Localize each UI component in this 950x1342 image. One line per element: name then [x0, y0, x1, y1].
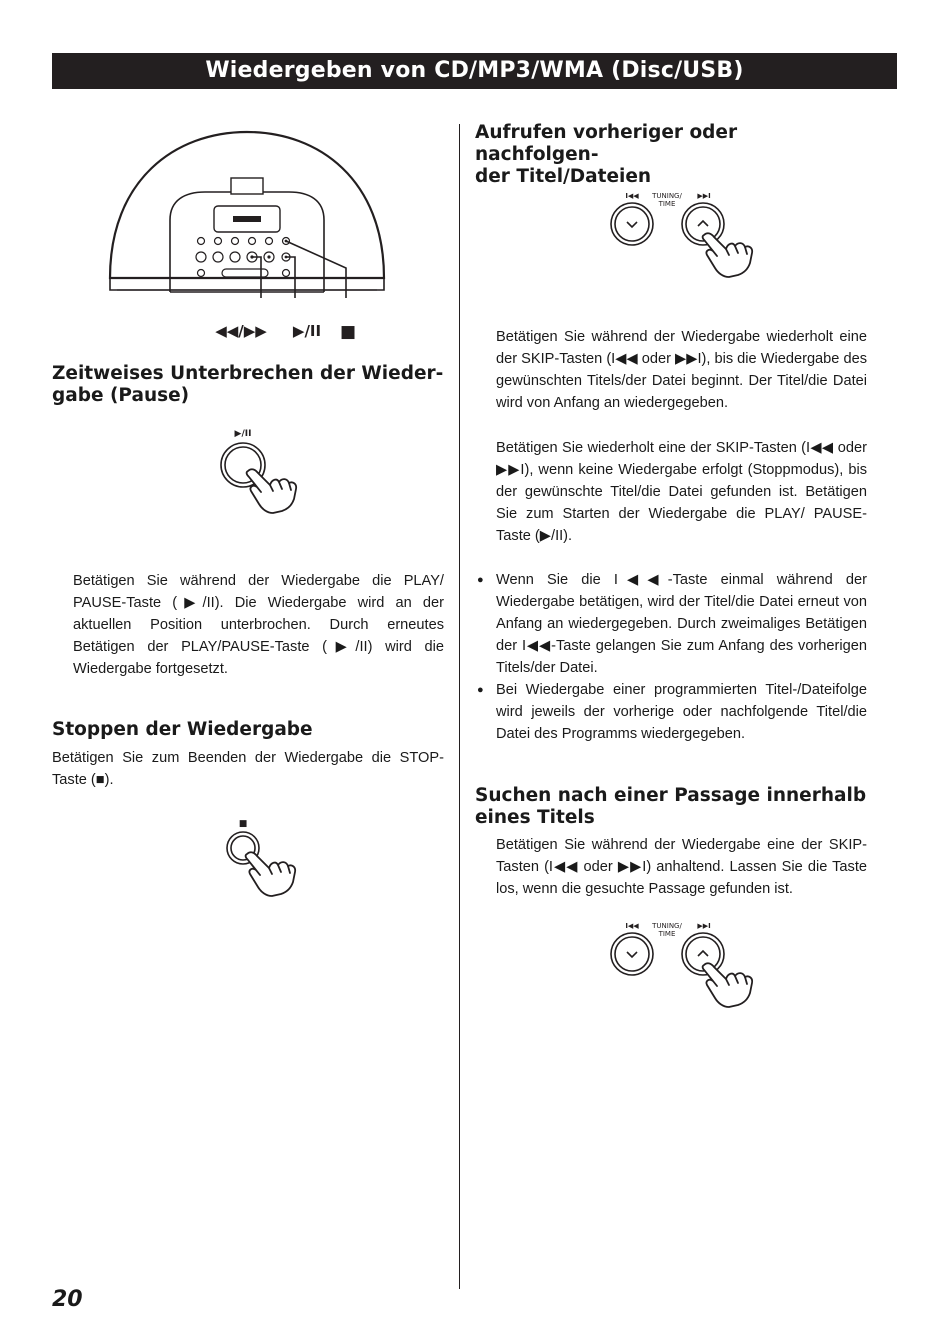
skip-text-1: Betätigen Sie während der Wiedergabe wiederholt eine der SKIP-Tasten (I◀◀ oder ▶▶I), bis die Wiedergabe des gewünschten Titels/der Datei beginnt. Der Titel/die Datei wird von Anfang an wiedergegeben. [496, 329, 867, 411]
stop-button-figure [220, 814, 310, 904]
pause-heading [52, 363, 444, 407]
play-pause-button-figure [215, 425, 310, 520]
search-heading-line2: eines Titels [475, 807, 595, 828]
pointing-hand-icon [246, 852, 296, 896]
pointing-hand-icon [703, 233, 753, 277]
pause-heading-line2: gabe (Pause) [52, 385, 190, 406]
time-label: TIME [658, 200, 676, 208]
pointing-hand-icon [703, 963, 753, 1007]
prev-icon: I◀◀ [625, 192, 639, 200]
skip-heading-line1: Aufrufen vorheriger oder nachfolgen- [475, 122, 738, 165]
stop-label: ■ [339, 322, 357, 342]
tuning-time-buttons-figure-2 [606, 918, 766, 1010]
list-item: ● Wenn Sie die I◀◀-Taste einmal während der Wiedergabe betätigen, wird der Titel/die Datei erneut von Anfang an wiedergegeben. Durch zweimaliges Betätigen der I◀◀-Taste gelangen Sie zum Anfang des vorherigen Titels/der Datei. [475, 569, 867, 679]
page-title: Wiedergeben von CD/MP3/WMA (Disc/USB) [52, 53, 897, 89]
column-divider [459, 124, 460, 1289]
tuning-label: TUNING/ [652, 192, 682, 200]
device-illustration [105, 120, 390, 345]
search-heading [475, 785, 867, 829]
prev-icon: I◀◀ [625, 922, 639, 930]
search-text: Betätigen Sie während der Wiedergabe eine der SKIP-Tasten (I◀◀ oder ▶▶I) anhaltend. Lassen Sie die Taste los, wenn die gesuchte Passage gefunden ist. [496, 837, 867, 897]
stop-heading: Stoppen der Wiedergabe [52, 719, 313, 740]
play-pause-button-label: ▶/II [234, 429, 252, 439]
pause-text: Betätigen Sie während der Wiedergabe die PLAY/ PAUSE-Taste (▶/II). Die Wiedergabe wird an der aktuellen Position unterbrochen. Durch erneutes Betätigen der PLAY/PAUSE-Taste (▶/II) wird die Wiedergabe fortgesetzt. [73, 573, 444, 677]
skip-label: ◀◀/▶▶ [215, 322, 267, 340]
stop-button-label: ■ [238, 819, 248, 829]
next-icon: ▶▶I [697, 192, 711, 200]
time-label: TIME [658, 930, 676, 938]
list-item: ● Bei Wiedergabe einer programmierten Titel-/Dateifolge wird jeweils der vorherige oder nachfolgende Titel/die Datei des Programms wiedergegeben. [475, 679, 867, 745]
tuning-time-buttons-figure [606, 188, 766, 280]
next-icon: ▶▶I [697, 922, 711, 930]
skip-notes-list [475, 569, 867, 745]
skip-heading [475, 122, 867, 188]
page-number: 20 [52, 1287, 83, 1312]
skip-heading-line2: der Titel/Dateien [475, 166, 652, 187]
skip-text-2: Betätigen Sie wiederholt eine der SKIP-Tasten (I◀◀ oder ▶▶I), wenn keine Wiedergabe erfolgt (Stoppmodus), bis der gewünschte Titel/die Datei gefunden ist. Betätigen Sie zum Starten der Wiedergabe die PLAY/ PAUSE-Taste (▶/II). [496, 440, 867, 544]
pause-heading-line1: Zeitweises Unterbrechen der Wieder- [52, 363, 444, 384]
stop-text: Betätigen Sie zum Beenden der Wiedergabe die STOP-Taste (■). [52, 750, 444, 788]
search-heading-line1: Suchen nach einer Passage innerhalb [475, 785, 867, 806]
pointing-hand-icon [247, 469, 297, 513]
play-pause-label: ▶/II [292, 322, 322, 340]
tuning-label: TUNING/ [652, 922, 682, 930]
